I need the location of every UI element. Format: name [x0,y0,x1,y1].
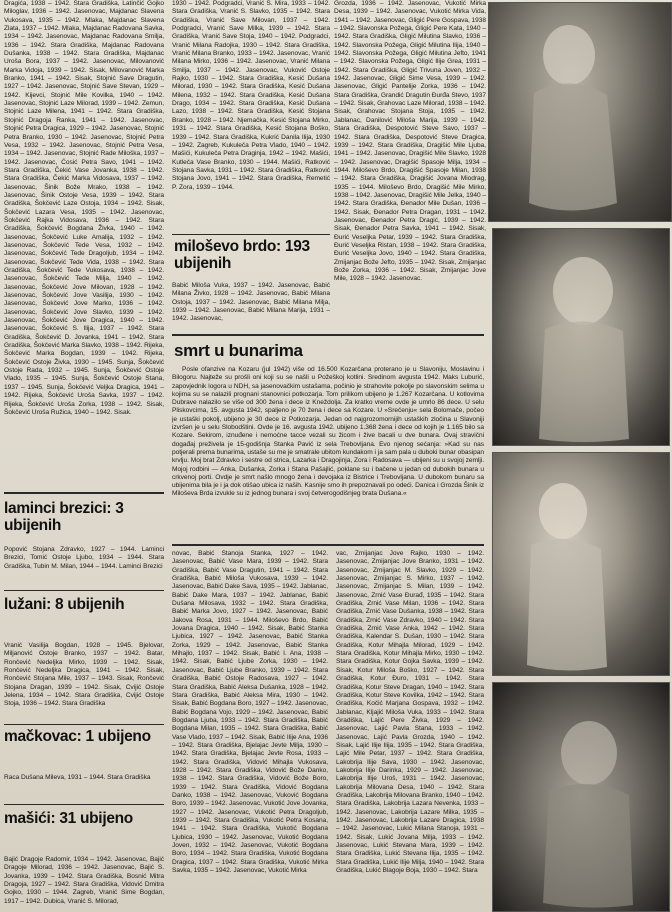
heading-luzani: lužani: 8 ubijenih [4,596,125,613]
article-bottom-rule [172,544,484,546]
article-top-rule [172,334,484,336]
child-victim-photo-2 [492,228,670,446]
heading-masici: mašići: 31 ubijeno [4,810,133,827]
section-divider [4,724,164,725]
victims-list-luzani: Vranić Vasilija Bogdan, 1928 – 1945. Bjelovar, Miljanović Ostoje Branko, 1937 – 1942. Batar, Rončević Nedeljka Mirko, 1939 – 1942. Sisak, Rončević Nedeljka Dragica, 1941 – 1942. Sisak, Rončević Stojana Mile, 1937 – 1943. Sisak, Rončević Stojana Dragan, 1939 – 1942. Sisak, Cvijić Ostoje Jelena, 1934 – 1942. Stara Gradiška, Cvijić Ostoje Stoja, 1936 – 1942. Stara Gradiška [4,642,164,708]
section-divider [4,590,164,591]
article-body: Posle ofanzive na Kozaru (jul 1942) više od 16.500 Kozarčana proterano je u Slavoniju, Moslavinu i Bilogoru. Najteže su prošli oni koji su se našli u Požeškoj kotlini. Sredinom avgusta 1942. Maks Luburić, zapovjednik logora u NDH, sa jasenovačkim ustašama, počinio je strahovite pokolje po slavonskim selima u kojima su se nalazili prognani stanovnici potkozarja. Tom prilikom ubijeno je 1.267 Kozarčana. U kotlovima Dubrave nalazilo se više od 300 žena i dece iz Kneždolja. Za kratko vreme ovde je umrlo 86 dece. U selu Pliskovcima, 15. avgusta 1942, spaljeno je 70 žena i dece sa Kozare. U »Srečenju« sela Bolomače, počeo je ustaški pokolj, ubijeno je 30 dece iz Potkozarja. Jedan od najgrozomornijih ustaških zločina u Slavoniji izvršen je u selu Slobodštini. Ovde je 16. avgusta 1942. ubijeno 1.368 žena i dece od kojih je 1.165 bilo sa Kozare. Sekirom, iznuđene i nemoćne tacce vezali su žicom i žive bacali u dve bunara. Ovaj stravični događaj preživela je 15-godišnja Stanka Pavić iz sela Trebovljana. Evo njenog sećanja: »Kad su nas potjerali prema bunarima, ustaše su me je smatrale ubitom kundakom i ja sam pala u duboki bunar obasipan krvlju. Moj brat Zdravko i sestre od strica, Lazarka i Dragojinja, Zora i Radosava — ubijeni su u svojoj zemlji. Mojoj rodbini — Anka, Dušanka, Zorka i Stana Pašajlić, poklane su i bačene u jedan od dubokih bunara u crkvenoj porti. Ovdje je smrt našlo mnogo žena i devojaka iz Bistrice i Trebovljana. U dubokom bunaru sa ubijenima bila je i ja dok otišao ubica iz naših. Kasnije smo ih prepoznavali po odeći. Danica i Grozda Šinik iz Miloševa Brda izvukle su iz jednog bunara i svoj četverogodišnjeg brata Dušana.« [172,366,484,498]
victims-list-column-2: 1930 – 1942. Podgradci, Vranić S. Mira, 1933 – 1942. Stara Gradiška, Vranić S. Slavko, 1935 – 1942. Stara Gradiška, Vranić Save Milovan, 1937 – 1942. Podgradci, Vranić Save Milka, 1939 – 1942. Stara Gradiška, Vranić Save Stoja, 1940 – 1942. Podgradci, Vranić Milana Radojka, 1930 – 1942. Stara Gradiška, Vranić Milana Branko, 1933 – 1942. Jasenovac, Vranić Milana Mirko, 1936 – 1942. Jasenovac, Vranić Milana Smilja, 1937 – 1942. Jasenovac, Vuković Ostoje Rajko, 1930 – 1942. Stara Gradiška, Kesić Dušana Milorad, 1930 – 1942. Stara Gradiška, Kesić Dušana Milena, 1932 – 1942. Stara Gradiška, Kesić Dušana Drago, 1934 – 1942. Stara Gradiška, Kesić Dušana Lazo, 1938 – 1942. Stara Gradiška, Kesić Stojana Branko, 1928 – 1942. Njemačka, Kesić Stojana Mirko, 1931 – 1942. Stara Gradiška, Kesić Stojana Boško, 1939 – 1942. Stara Gradiška, Kukrić Danila Ilija, 1930 – 1942. Zagreb, Kukuleča Petra Vlado, 1940 – 1942. Mašići, Kukuleča Petra Draginja, 1942 – 1942. Mašići, Kutleča Vase Branko, 1930 – 1944. Mašići, Ratković Stojana Savka, 1931 – 1942. Stara Gradiška, Ratković Stojana Jovo, 1941 – 1942. Stara Gradiška, Remetić P. Zora, 1939 – 1944. [172,0,330,191]
victims-list-laminci: Popović Stojana Zdravko, 1927 – 1944. Laminci Brezici, Tomić Ostoje Ljubo, 1934 – 1944. Stara Gradiška, Tubin M. Milan, 1944 – 1944. Laminci Brezici [4,546,164,570]
child-victim-photo-3 [492,452,670,676]
article-title: smrt u bunarima [174,341,303,360]
section-divider [4,804,164,805]
section-divider [172,234,330,235]
victims-list-column-1: Dragića, 1938 – 1942. Stara Gradiška, Latinčić Gojko Miloglav, 1936 – 1942. Jasenovac, Majdanac Slavena Vukosava, 1935 – 1942. Mlaka, Majdanac Slavena Zlata, 1937 – 1942. Mlaka, Majdanac Radovana Savka, 1934 – 1942. Jasenovac, Majdanac Radovana Smilja, 1936 – 1942. Stara Gradiška, Majdanac Radovana Dušanka, 1938 – 1942. Stara Gradiška, Majdanac Uroša Bora, 1937 – 1942. Jasenovac, Milovanović Marka Vidoja, 1939 – 1942. Sisak, Milovanović Marka Branko, 1941 – 1942. Sisak, Stojnić Save Dragutin, 1927 – 1942. Jasenovac, Stojnić Save Stevan, 1929 – 1942. Kijevci, Stojnić Mile Kovilka, 1940 – 1942. Jasenovac, Stojnić Laze Milorad, 1939 – 1942. Zemun, Stojnić Laze Milena, 1941 – 1942. Stara Gradiška, Stojnić Dragoja Ranka, 1941 – 1942. Jasenovac, Stojnić Petra Dragica, 1929 – 1942. Jasenovac, Stojnić Petra Branko, 1930 – 1942. Jasenovac, Stojnić Petra Vesa, 1932 – 1942. Jasenovac, Stojnić Petra Vesa, 1934 – 1942. Jasenovac, Stojnić Rade Miloška, 1937 – 1942. Jasenovac, Ćosić Petra Savo, 1941 – 1942. Stara Gradiška, Čekić Vase Jovanka, 1938 – 1942. Stara Gradiška, Čekić Marka Vidosava, 1937 – 1942. Jasenovac, Šinik Bože Mrako, 1938 – 1942. Jasenovac, Šinik Ostoje Vesa, 1939 – 1942. Stara Gradiška, Šokčević Laze Ostoja, 1934 – 1942. Sisak, Šokčević Lazara Vesa, 1935 – 1942. Jasenovac, Šokčević Rajka Vidosava, 1936 – 1942. Stara Gradiška, Šokčević Bogdana Živka, 1940 – 1942. Jasenovac, Šokčević Luke Amalija, 1932 – 1942. Jasenovac, Šokčević Tede Vesa, 1932 – 1942. Jasenovac, Šokčević Tede Dragoljub, 1934 – 1942. Jasenovac, Šokčević Tede Vida, 1938 – 1942. Stara Gradiška, Šokčević Tede Vukosava, 1938 – 1942. Jasenovac, Šokčević Tede Milja, 1940 – 1942. Jasenovac, Šokčević Jove Milovan, 1928 – 1942. Jasenovac, Šokčević Jove Vasilija, 1930 – 1942. Jasenovac, Šokčević Jove Marko, 1936 – 1942. Jasenovac, Šokčević Jove Slavko, 1939 – 1942. Jasenovac, Šokčević Jove Dragica, 1940 – 1942. Jasenovac, Šokčević S. Ilija, 1937 – 1942. Stara Gradiška, Šokčević D. Jovanka, 1941 – 1942. Stara Gradiška, Šokčević Marka Slavko, 1938 – 1942. Rijeka, Šokčević Marka Bogdan, 1939 – 1942. Rijeka, Šokčević Ostoje Živka, 1930 – 1945. Sunja, Šokčević Ostoje Rada, 1932 – 1945. Sunja, Šokčević Ostoje Vlado, 1935 – 1945. Sunja, Šokčević Ostoje Stana, 1937 – 1945. Sunja, Šokčević Veljka Dragica, 1941 – 1942. Rijeka, Šokčević Uroša Savka, 1937 – 1942. Rijeka, Šokčević Uroša Zorka, 1938 – 1942. Sisak, Šokčević Uroša Ružica, 1940 – 1942. Sisak. [4,0,164,416]
heading-milosevo-brdo: miloševo brdo: 193 ubijenih [174,238,310,272]
victims-list-column-5: vac, Zmijanjac Jove Rajko, 1930 – 1942. Jasenovac, Zmijanjac Jove Branko, 1931 – 1942. Jasenovac, Zmijanjac M. Slavko, 1929 – 1942. Jasenovac, Zmijanjac S. Mirko, 1937 – 1942. Jasenovac, Zmijanjac S. Milan, 1939 – 1942. Jasenovac, Zrnić Vase Đurađ, 1935 – 1942. Stara Gradiška, Zrnić Vase Milan, 1936 – 1942. Stara Gradiška, Zrnić Vase Dušanka, 1938 – 1942. Stara Gradiška, Zrnić Vase Zdravko, 1940 – 1942. Stara Gradiška, Zrnić Vase Anka, 1942 – 1942. Stara Gradiška, Kalendar S. Dušan, 1930 – 1942. Stara Gradiška, Kotur Mihajla Milorad, 1929 – 1942. Stara Gradiška, Kotur Mihajla Mirko, 1930 – 1942. Stara Gradiška, Kotur Gojka Savka, 1939 – 1942. Sisak, Kotur Miloša Boško, 1927 – 1942. Stara Gradiška, Kotur Đuro, 1931 – 1942. Stara Gradiška, Kotur Steve Dragan, 1940 – 1942. Stara Gradiška, Kotur Steve Kovilka, 1942 – 1942. Stara Gradiška, Kočić Marjana Gospava, 1932 – 1942. Jablanac, Kljajić Miloša Vuka, 1933 – 1942. Stara Gradiška, Lajić Pere Živka, 1929 – 1942. Jasenovac, Lajić Pavla Stana, 1933 – 1942. Jasenovac, Lajić Pavla Grozda, 1940 – 1942. Sisak, Lajić Ilije Ilija, 1935 – 1942. Stara Gradiška, Lajić Mile Petar, 1937 – 1942. Stara Gradiška, Lakobrija Ilije Sava, 1930 – 1942. Jasenovac, Lakobrija Ilije Darinka, 1929 – 1942. Jasenovac, Lakobrija Ilije Uroš, 1931 – 1942. Jasenovac, Lakobrija Milovana Desa, 1940 – 1942. Stara Gradiška, Lakobrija Milovana Branko, 1940 – 1942. Stara Gradiška, Lakobrija Lazara Nevenka, 1933 – 1942. Jasenovac, Lakobrija Lazare Milka, 1935 – 1942. Jasenovac, Lakobrija Lazare Dragica, 1938 – 1942. Jasenovac, Lukić Milana Stanoja, 1931 – 1942. Sisak, Lukić Jovana Milja, 1933 – 1942. Jasenovac, Lukić Stevana Mara, 1939 – 1942. Stara Gradiška, Lukić Stevana Ilija, 1935 – 1942. Stara Gradiška, Lukić Ilije Milja, 1940 – 1942. Stara Gradiška, Lukić Blagoje Boja, 1930 – 1942. Stara [336,550,484,875]
child-victim-photo-1 [488,2,672,222]
victims-list-milosevo-brdo: Babić Miloša Vuka, 1937 – 1942. Jasenovac, Babić Milana Živko, 1928 – 1942. Jasenovac, Babić Milana Ostoja, 1937 – 1942. Jasenovac, Babić Milana Milja, 1939 – 1942. Jasenovac, Babić Milana Marija, 1931 – 1942. Jasenovac, [172,282,330,323]
victims-list-mackovac: Raca Dušana Mileva, 1931 – 1944. Stara Gradiška [4,774,151,781]
heading-mackovac: mačkovac: 1 ubijeno [4,728,151,745]
heading-laminci-brezici: laminci brezici: 3 ubijenih [4,500,124,534]
section-divider [4,492,164,494]
victims-list-masici: Bajić Dragoje Radomir, 1934 – 1942. Jasenovac, Bajić Dragoje Milorad, 1936 – 1942. Jasenovac, Bajić S. Jovanka, 1939 – 1942. Stara Gradiška, Bosnić Mitra Dragoja, 1927 – 1942. Stara Gradiška, Vidović Dmitra Gojko, 1930 – 1944. Zagreb, Vranić Sime Bogdan, 1917 – 1942. Dubica, Vranić S. Milorad, [4,856,164,905]
victims-list-column-3: Grozda, 1936 – 1942. Jasenovac, Vukotić Mirka Desa, 1939 – 1942. Jasenovac, Vukotić Mirka Vida, 1941 – 1942. Jasenovac, Gligić Pere Gospava, 1938 – 1942. Slavonska Požega, Gligić Pere Kata, 1940 – 1942. Stara Gradiška, Gligić Milutina Slavko, 1936 – 1942. Slavonska Požega, Gligić Milutina Ilija, 1940 – 1942. Slavonska Požega, Gligić Milutina Jefto, 1941 – 1942. Slavonska Požega, Gligić Ilije Grea, 1931 – 1942. Stara Gradiška, Gligić Trivuna Joven, 1932 – 1942. Jasenovac, Gligić Sime Vesa, 1939 – 1942. Jasenovac, Gligić Pantelije Zorka, 1936 – 1942. Stara Gradiška, Grandić Dragutin Đurđa Stevo, 1937 – 1942. Sisak, Grahovac Laze Milorad, 1938 – 1942. Sisak, Grahovac Stojana Stoja, 1935 – 1942. Jablanac, Danilović Miloša Marija, 1939 – 1942. Stara Gradiška, Despotović Steve Savo, 1937 – 1942. Stara Gradiška, Despotović Steve Dragica, 1939 – 1942. Stara Gradiška, Dragišić Mile Ljuba, 1941 – 1942. Jasenovac, Dragišić Mile Slavko, 1928 – 1942. Jasenovac, Dragišić Spasoje Milja, 1934 – 1944. Miloševo Brdo, Dragišić Spasoje Milan, 1938 – 1942. Stara Gradiška, Dragišić Jovana Miodrag, 1935 – 1944. Miloševo Brdo, Dragišić Mile Mirko, 1938 – 1942. Jasenovac, Dragišić Mile Jelka, 1940 – 1942. Stara Gradiška, Đenador Mile Dušan, 1936 – 1942. Sisak, Đenador Petra Dragan, 1931 – 1942. Jasenovac, Đenador Petra Dragić, 1939 – 1942. Sisak, Đenador Petra Savka, 1941 – 1942. Sisak, Đurić Veseljka Petar, 1939 – 1942. Stara Gradiška, Đurić Veseljka Ristan, 1938 – 1942. Stara Gradiška, Đurić Veseljka Jovo, 1940 – 1942. Stara Gradiška, Zmijanjac Bože Jefto, 1935 – 1942. Sisak, Zmijanjac Bože Zorka, 1936 – 1942. Sisak, Zmijanjac Jove Mile, 1928 – 1942. Jasenovac. [334,0,486,283]
child-victim-photo-4 [492,682,670,912]
victims-list-column-4: novac, Babić Stanoja Stanka, 1927 – 1942. Jasenovac, Babić Vase Mara, 1939 – 1942. Stara Gradiška, Babić Vase Dragutin, 1941 – 1942. Stara Gradiška, Babić Miloša Vukosava, 1939 – 1942. Jasenovac, Babić Dake Sava, 1935 – 1942. Jablanac, Babić Dake Mara, 1937 – 1942. Jablanac, Babić Dušana Milosava, 1932 – 1942. Stara Gradiška, Babić Marka Jovo, 1927 – 1942. Jasenovac, Babić Jakova Rosa, 1931 – 1944. Miloševo Brdo, Babić Jovana Dragica, 1940 – 1942. Sisak, Babić Stanka Ljubica, 1927 – 1942. Jasenovac, Babić Stanka Zorka, 1929 – 1942. Jasenovac, Babić Stanka Mihajlo, 1937 – 1942. Sisak, Babić I. Ana, 1938 – 1942. Sisak, Babić Ljube Zorka, 1930 – 1942. Jasenovac, Babić Ljube Branko, 1939 – 1942. Stara Gradiška, Babić Ostoje Radosava, 1927 – 1942. Stara Gradiška, Babić Aleksa Dušanka, 1928 – 1942. Stara Gradiška, Babić Aleksa Mira, 1930 – 1942. Sisak, Babić Bogdana Boro, 1927 – 1942. Jasenovac, Babić Bogdana Vojo, 1929 – 1942. Jasenovac, Babić Bogdana Ljuba, 1933 – 1942. Stara Gradiška, Babić Bogdana Milan, 1935 – 1942. Stara Gradiška, Babić Vase Vlado, 1937 – 1942. Sisak, Babić Ilije Ana, 1936 – 1942. Stara Gradiška, Bjelajac Jevte Milja, 1930 – 1942. Stara Gradiška, Bjelajac Jevte Rosa, 1933 – 1942. Stara Gradiška, Vidović Mihajla Vukosava, 1928 – 1942. Stara Gradiška, Vidović Bože Danko, 1938 – 1942. Stara Gradiška, Vidović Bože Boro, 1939 – 1942. Stara Gradiška, Vidović Bogdana Danko, 1938 – 1942. Jasenovac, Vuković Bogdana Boro, 1939 – 1942. Jasenovac, Vukotić Jove Jovanka, 1927 – 1942. Jasenovac, Vukotić Petra Dragoljub, 1939 – 1942. Stara Gradiška, Vukotić Petra Kosana, 1941 – 1942. Stara Gradiška, Vukotić Bogdana Ljubica, 1930 – 1942. Jasenovac, Vukotić Bogdana Joven, 1932 – 1942. Jasenovac, Vukotić Bogdana Boro, 1934 – 1942. Stara Gradiška, Vukotić Bogdana Dragica, 1937 – 1942. Stara Gradiška, Vukotić Mirka Savka, 1935 – 1942. Jasenovac, Vukotić Mirka [172,550,328,875]
